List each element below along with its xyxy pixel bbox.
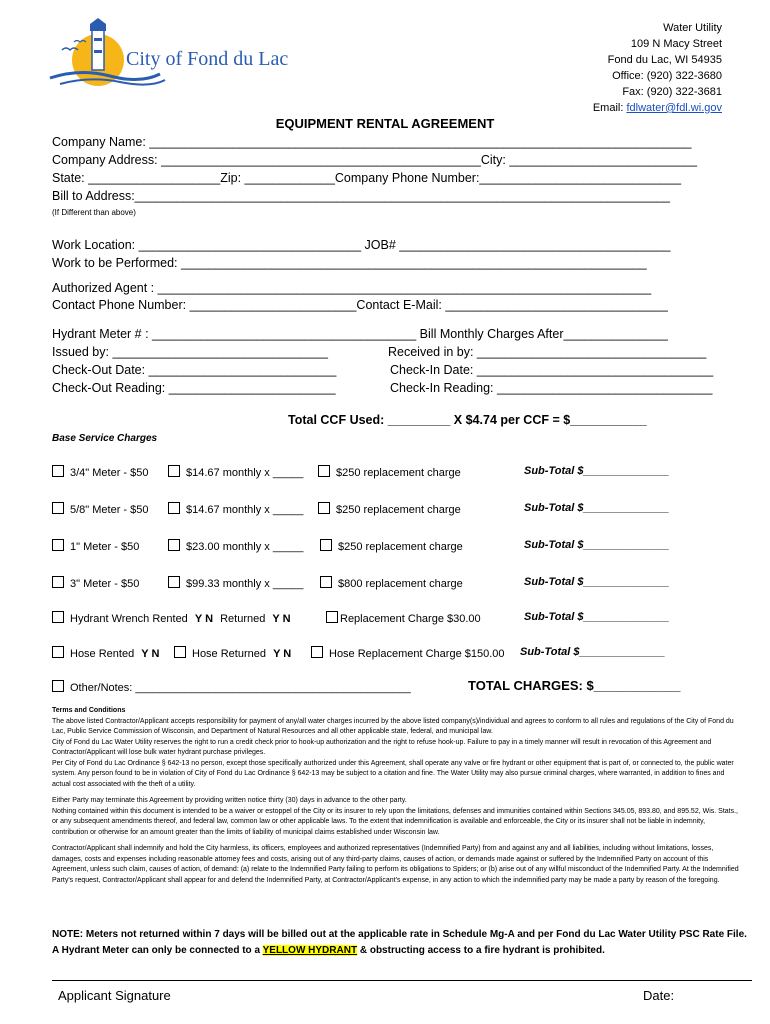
wrench-checkbox[interactable]: [52, 611, 64, 623]
note-line-2-post: & obstructing access to a fire hydrant is prohibited.: [357, 945, 605, 956]
replacement-checkbox[interactable]: [320, 576, 332, 588]
other-checkbox[interactable]: [52, 680, 64, 692]
other-notes-field[interactable]: Other/Notes: _____________________________________________: [70, 682, 411, 694]
note-line-1: NOTE: Meters not returned within 7 days will be billed out at the applicable rate in Schedule Mg-A and per Fond du Lac Water Utility PSC Rate File.: [52, 929, 747, 940]
replacement-option: [320, 539, 463, 553]
replacement-checkbox[interactable]: [318, 465, 330, 477]
monthly-checkbox[interactable]: [168, 502, 180, 514]
monthly-label: $14.67 monthly x _____: [186, 504, 304, 516]
subtotal-field[interactable]: Sub-Total $______________: [524, 502, 670, 514]
hose-subtotal-field[interactable]: Sub-Total $______________: [520, 646, 666, 658]
utility-line: Water Utility: [663, 22, 722, 34]
base-service-label: Base Service Charges: [52, 433, 158, 444]
note-line-2: [52, 945, 605, 956]
wrench-rented-label: Hydrant Wrench Rented: [70, 613, 188, 625]
utility-line: 109 N Macy Street: [630, 38, 722, 50]
city-logo: [40, 18, 320, 98]
monthly-label: $23.00 monthly x _____: [186, 541, 304, 553]
contact-phone-field[interactable]: Contact Phone Number: ________________________Contact E-Mail: ________________________________: [52, 298, 668, 312]
replacement-option: [318, 502, 461, 516]
hose-replacement-checkbox[interactable]: [311, 646, 323, 658]
email-label: Email:: [592, 102, 627, 114]
replacement-checkbox[interactable]: [318, 502, 330, 514]
wrench-replacement-option: [326, 611, 481, 625]
utility-line: Fond du Lac, WI 54935: [607, 54, 722, 66]
utility-line: Office: (920) 322-3680: [612, 70, 722, 82]
replacement-checkbox[interactable]: [326, 611, 338, 623]
wrench-subtotal-field[interactable]: Sub-Total $______________: [524, 611, 670, 623]
meter-checkbox[interactable]: [52, 502, 64, 514]
terms-heading: Terms and Conditions: [52, 707, 126, 714]
checkout-reading-field[interactable]: Check-Out Reading: ________________________: [52, 381, 336, 395]
hose-replacement-option: [311, 646, 505, 660]
hose-rented-label: Hose Rented: [70, 648, 135, 660]
replacement-label: $250 replacement charge: [338, 541, 463, 553]
monthly-checkbox[interactable]: [168, 465, 180, 477]
meter-label: 5/8" Meter - $50: [70, 504, 149, 516]
terms-paragraph: Contractor/Applicant shall indemnify and hold the City harmless, its officers, employees and authorized representatives (Indemnified Party) from and against any and all liabilities, including without limitations, losses, damages, costs and expenses including reasonable attorney fees and costs, arising out of any third-party claims, causes of action, or demands made against or suffered by the Indemnified Party on account of this Agreement, unless such claim, causes of action, of demand: (a) relate to the Indemnified Party failing to perform its obligations to Spiders; or (b) arise out of any willful misconduct of the Indemnified Party. At the Indemnified Party's request, Contractor/Applicant shall appear for and defend the Indemnified Party, at Contractor/Applicant's expense, in any action to which the indemnified party may be made a party by reason of the foregoing.: [52, 845, 739, 884]
hose-row: [52, 646, 159, 660]
terms-paragraph: City of Fond du Lac Water Utility reserves the right to run a credit check prior to hook-up authorization and the right to refuse hook-up. Failure to pay in a timely manner will result in revocation of this Agreement and Contractor/Applicant will lose bulk water hydrant purchase privileges.: [52, 738, 712, 756]
wrench-returned-yn[interactable]: Y N: [272, 613, 291, 625]
subtotal-field[interactable]: Sub-Total $______________: [524, 465, 670, 477]
company-name-field[interactable]: Company Name: ______________________________________________________________________________: [52, 135, 692, 149]
hose-returned-yn[interactable]: Y N: [273, 648, 292, 660]
hose-returned-label: Hose Returned: [192, 648, 266, 660]
other-notes-row: [52, 680, 411, 694]
checkin-reading-field[interactable]: Check-In Reading: _______________________________: [390, 381, 713, 395]
monthly-option: [168, 465, 303, 479]
meter-checkbox[interactable]: [52, 465, 64, 477]
terms-paragraph: Either Party may terminate this Agreement by providing written notice thirty (30) days in advance to the other party.: [52, 797, 407, 804]
hose-returned-checkbox[interactable]: [174, 646, 186, 658]
utility-line: Fax: (920) 322-3681: [622, 86, 722, 98]
replacement-label: $250 replacement charge: [336, 467, 461, 479]
state-zip-phone-field[interactable]: State: ___________________Zip: _____________Company Phone Number:_____________________________: [52, 171, 682, 185]
monthly-checkbox[interactable]: [168, 576, 180, 588]
checkin-date-field[interactable]: Check-In Date: __________________________________: [390, 363, 714, 377]
utility-email-line: [593, 100, 722, 116]
meter-label: 1" Meter - $50: [70, 541, 140, 553]
replacement-checkbox[interactable]: [320, 539, 332, 551]
meter-checkbox[interactable]: [52, 576, 64, 588]
work-location-field[interactable]: Work Location: ________________________________ JOB# _______________________________________: [52, 238, 671, 252]
wrench-rented-yn[interactable]: Y N: [194, 613, 214, 625]
terms-paragraph: The above listed Contractor/Applicant accepts responsibility for payment of any/all water charges incurred by the above listed company(s)/individual and agrees to conform to all rules and regulations of the City of Fond du Lac, Public Service Commission of Wisconsin, and Department of Natural Resources and all other applicable state, federal, and municipal law.: [52, 717, 734, 735]
wrench-row: [52, 611, 291, 625]
work-performed-field[interactable]: Work to be Performed: ___________________________________________________________________: [52, 256, 647, 270]
hose-rented-checkbox[interactable]: [52, 646, 64, 658]
charge-row-34: [52, 465, 149, 479]
received-by-field[interactable]: Received in by: _________________________________: [388, 345, 707, 359]
hose-replacement-label: Hose Replacement Charge $150.00: [329, 648, 505, 660]
terms-paragraph: Per City of Fond du Lac Ordinance § 642-13 no person, except those specifically authorized under this Agreement, shall operate any valve or fire hydrant or other equipment that is part of, or connected to, the public water system. Any person found to be in violation of City of Fond du Lac Ordinance § 642-13 may be subject to a citation and fine. The Water Utility may also pursue criminal charges, where warranted, in addition to fines and actual cost associated with the theft of a utility.: [52, 759, 734, 788]
charge-row-1: [52, 539, 139, 553]
meter-label: 3" Meter - $50: [70, 578, 140, 590]
terms-paragraph: Nothing contained within this document is intended to be a waiver or estoppel of the City or its insurer to rely upon the limitations, defenses and immunities contained within Sections 345.05, 893.80, and 895.52, Wis. Stats., or any subsequent amendments thereof, and federal law, common law or other applicable laws. To the extent that indemnification is available and enforceable, the City or its insurer shall not be liable in indemnity, contribution or otherwise for an amount greater than the limits of liability of municipal claims established under Wisconsin law.: [52, 807, 738, 836]
applicant-signature-label: Applicant Signature: [58, 988, 171, 1003]
subtotal-field[interactable]: Sub-Total $______________: [524, 576, 670, 588]
monthly-option: [168, 576, 303, 590]
utility-address: [593, 20, 722, 116]
terms-section: [52, 706, 742, 886]
replacement-label: $250 replacement charge: [336, 504, 461, 516]
checkout-date-field[interactable]: Check-Out Date: ___________________________: [52, 363, 337, 377]
note-line-2-pre: A Hydrant Meter can only be connected to a: [52, 945, 263, 956]
meter-checkbox[interactable]: [52, 539, 64, 551]
monthly-option: [168, 539, 303, 553]
monthly-label: $14.67 monthly x _____: [186, 467, 304, 479]
replacement-option: [318, 465, 461, 479]
wrench-returned-label: Returned: [220, 613, 266, 625]
charge-row-3: [52, 576, 139, 590]
company-address-field[interactable]: Company Address: ______________________________________________City: ___________________________: [52, 153, 698, 167]
signature-line[interactable]: [52, 980, 752, 981]
email-link[interactable]: fdlwater@fdl.wi.gov: [626, 102, 722, 114]
page-title: EQUIPMENT RENTAL AGREEMENT: [275, 116, 495, 131]
total-ccf-field[interactable]: Total CCF Used: _________ X $4.74 per CCF = $___________: [288, 413, 647, 427]
monthly-label: $99.33 monthly x _____: [186, 578, 304, 590]
wrench-replacement-label: Replacement Charge $30.00: [340, 613, 481, 625]
yellow-hydrant-highlight: YELLOW HYDRANT: [262, 945, 358, 956]
replacement-option: [320, 576, 463, 590]
meter-label: 3/4" Meter - $50: [70, 467, 149, 479]
logo-text: City of Fond du Lac: [126, 48, 289, 70]
replacement-label: $800 replacement charge: [338, 578, 463, 590]
subtotal-field[interactable]: Sub-Total $______________: [524, 539, 670, 551]
issued-by-field[interactable]: Issued by: _______________________________: [52, 345, 328, 359]
hose-rented-yn[interactable]: Y N: [141, 648, 160, 660]
total-charges-field[interactable]: TOTAL CHARGES: $____________: [468, 678, 681, 693]
bill-to-address-field[interactable]: Bill to Address:_____________________________________________________________________________: [52, 189, 670, 203]
hydrant-meter-field[interactable]: Hydrant Meter # : ______________________________________ Bill Monthly Charges After_______________: [52, 327, 668, 341]
bill-to-note: (If Different than above): [52, 208, 136, 217]
charge-row-58: [52, 502, 149, 516]
monthly-checkbox[interactable]: [168, 539, 180, 551]
hose-returned-option: [174, 646, 291, 660]
signature-date-label: Date:: [643, 988, 675, 1003]
monthly-option: [168, 502, 303, 516]
authorized-agent-field[interactable]: Authorized Agent : _______________________________________________________________________: [52, 281, 652, 295]
